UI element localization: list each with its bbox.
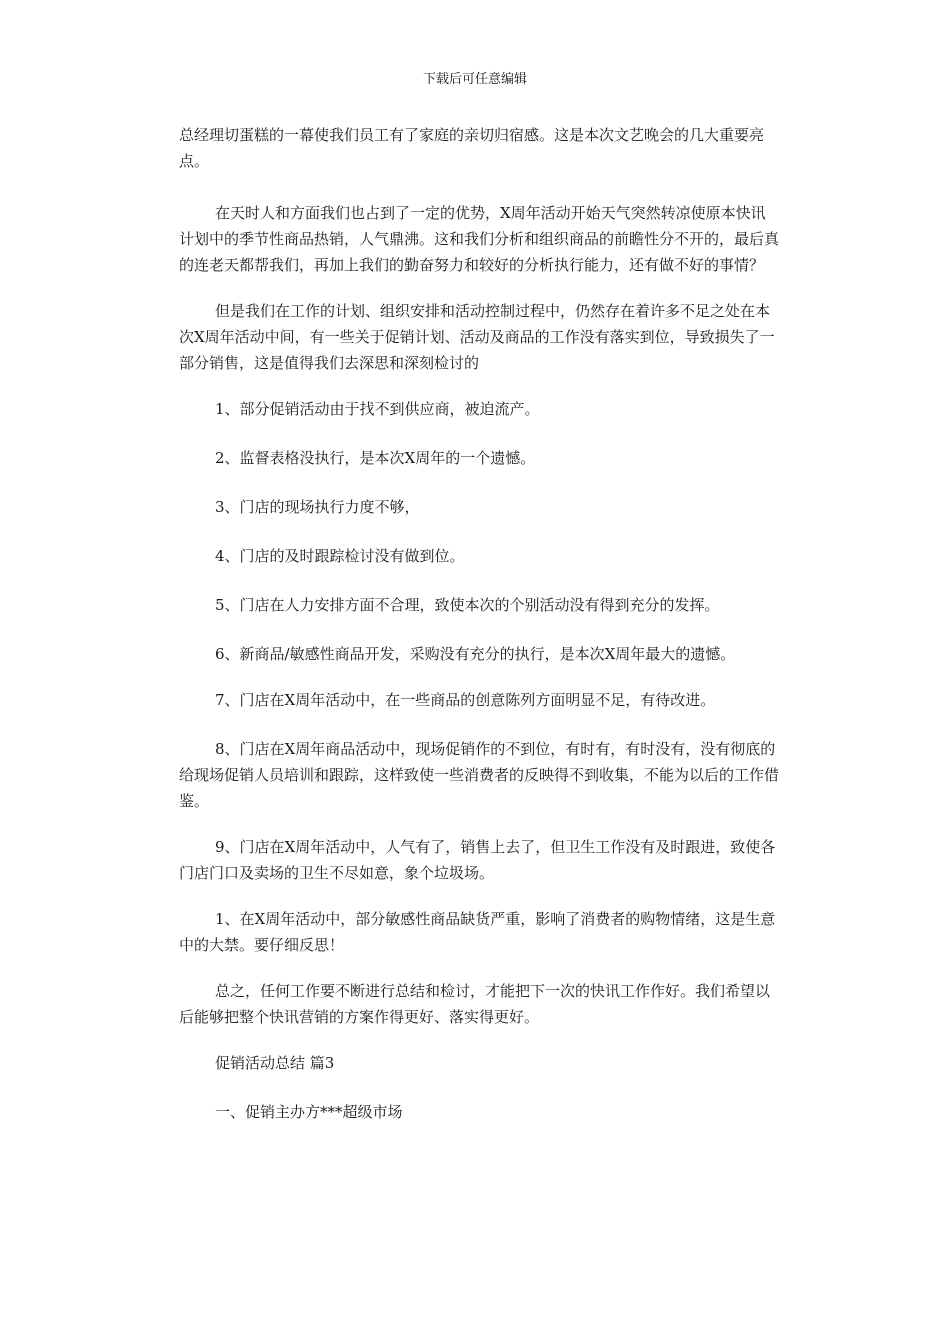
list-item-6: 6、新商品/敏感性商品开发，采购没有充分的执行，是本次X周年最大的遗憾。 xyxy=(215,645,736,663)
paragraph-shortcomings: 但是我们在工作的计划、组织安排和活动控制过程中，仍然存在着许多不足之处在本次X周年活动中间，有一些关于促销计划、活动及商品的工作没有落实到位，导致损失了一部分销售，这是值得我们去深思和深刻检讨的 xyxy=(179,302,775,372)
paragraph-advantage: 在天时人和方面我们也占到了一定的优势，X周年活动开始天气突然转凉使原本快讯计划中的季节性商品热销，人气鼎沸。这和我们分析和组织商品的前瞻性分不开的，最后真的连老天都帮我们，再加上我们的勤奋努力和较好的分析执行能力，还有做不好的事情？ xyxy=(179,204,780,274)
paragraph-continuation: 总经理切蛋糕的一幕使我们员工有了家庭的亲切归宿感。这是本次文艺晚会的几大重要亮点。 xyxy=(179,126,765,170)
list-item-8: 8、门店在X周年商品活动中，现场促销作的不到位，有时有，有时没有，没有彻底的给现场促销人员培训和跟踪，这样致使一些消费者的反映得不到收集，不能为以后的工作借鉴。 xyxy=(179,740,780,810)
list-item-4: 4、门店的及时跟踪检讨没有做到位。 xyxy=(215,547,465,565)
list-item-2: 2、监督表格没执行，是本次X周年的一个遗憾。 xyxy=(215,449,536,467)
list-item-7: 7、门店在X周年活动中，在一些商品的创意陈列方面明显不足，有待改进。 xyxy=(215,691,716,709)
list-item-5: 5、门店在人力安排方面不合理，致使本次的个别活动没有得到充分的发挥。 xyxy=(215,596,720,614)
list-item-9: 9、门店在X周年活动中，人气有了，销售上去了，但卫生工作没有及时跟进，致使各门店门口及卖场的卫生不尽如意，象个垃圾场。 xyxy=(179,838,776,882)
list-item-10: 1、在X周年活动中，部分敏感性商品缺货严重，影响了消费者的购物情绪，这是生意中的大禁。要仔细反思！ xyxy=(179,910,776,954)
section-heading: 促销活动总结 篇3 xyxy=(215,1054,335,1072)
list-item-3: 3、门店的现场执行力度不够， xyxy=(215,498,420,516)
document-body xyxy=(179,122,779,1145)
list-item-1: 1、部分促销活动由于找不到供应商，被迫流产。 xyxy=(215,400,540,418)
paragraph-conclusion: 总之，任何工作要不断进行总结和检讨，才能把下一次的快讯工作作好。我们希望以后能够把整个快讯营销的方案作得更好、落实得更好。 xyxy=(179,982,771,1026)
subsection-heading: 一、促销主办方***超级市场 xyxy=(215,1103,403,1121)
download-editable-note: 下载后可任意编辑 xyxy=(422,72,527,87)
